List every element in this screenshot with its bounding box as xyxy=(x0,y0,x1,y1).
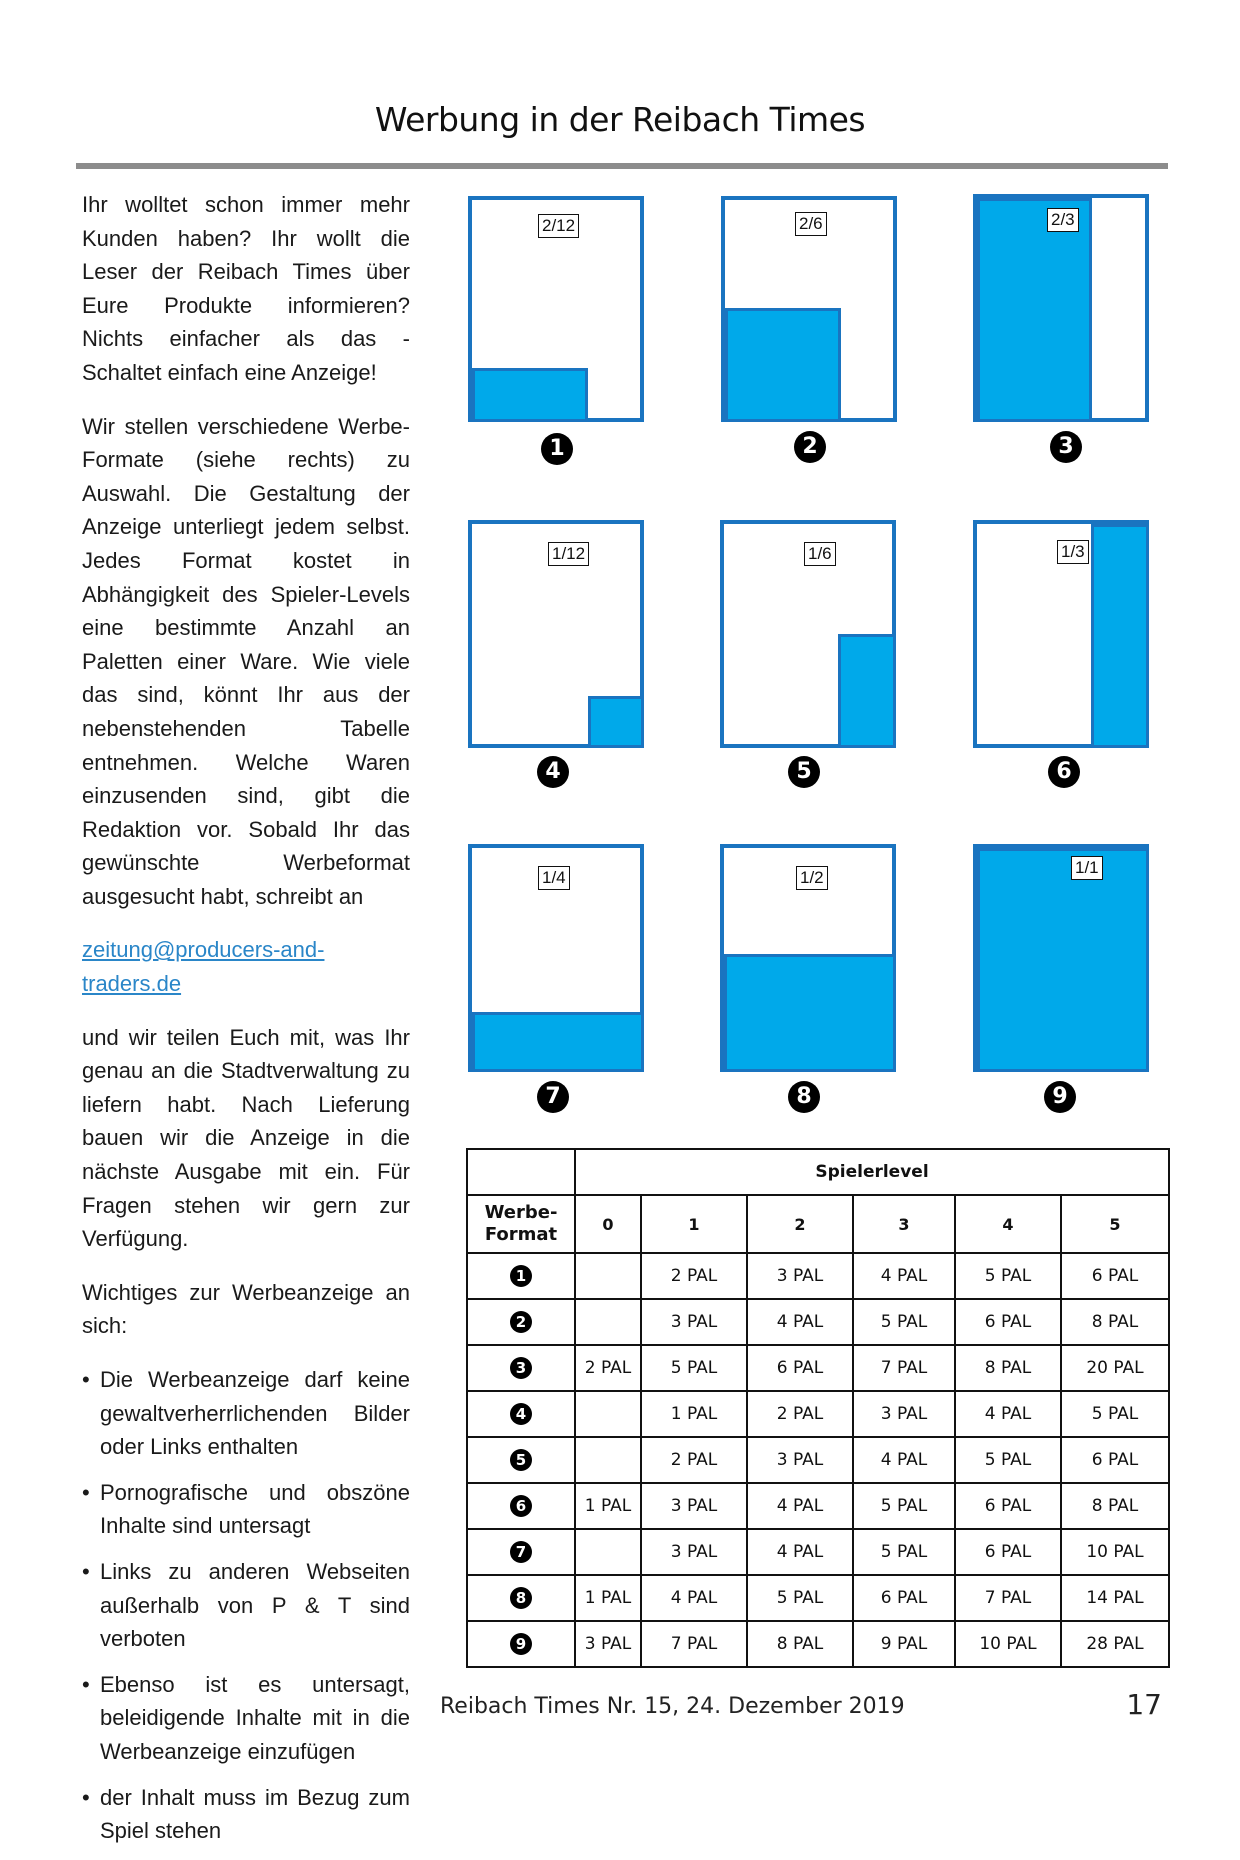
format-number-badge: 1 xyxy=(510,1265,532,1287)
format-label-7: 1/4 xyxy=(538,866,570,890)
row-format-cell xyxy=(467,1253,575,1299)
price-cell: 2 PAL xyxy=(575,1345,641,1391)
price-cell: 5 PAL xyxy=(747,1575,853,1621)
row-format-cell xyxy=(467,1437,575,1483)
table-row xyxy=(467,1391,1169,1437)
format-fill-4 xyxy=(588,696,644,748)
price-cell: 5 PAL xyxy=(955,1437,1061,1483)
price-cell: 9 PAL xyxy=(853,1621,955,1667)
price-cell: 8 PAL xyxy=(955,1345,1061,1391)
price-cell: 7 PAL xyxy=(641,1621,747,1667)
format-fill-8 xyxy=(724,954,896,1072)
format-label-3: 2/3 xyxy=(1047,208,1079,232)
level-header: 5 xyxy=(1061,1195,1169,1253)
format-label-1: 2/12 xyxy=(538,214,579,238)
format-number-6: 6 xyxy=(1048,756,1080,788)
row-format-cell xyxy=(467,1345,575,1391)
intro-paragraph: Ihr wolltet schon immer mehr Kunden haben? Ihr wollt die Leser der Reibach Times über Eure Produkte informieren? Nichts einfacher als das - Schaltet einfach eine Anzeige! xyxy=(82,192,410,385)
price-cell: 4 PAL xyxy=(641,1575,747,1621)
price-cell: 5 PAL xyxy=(853,1529,955,1575)
format-label-4: 1/12 xyxy=(548,542,589,566)
format-label-9: 1/1 xyxy=(1071,856,1103,880)
format-label-2: 2/6 xyxy=(795,212,827,236)
table-row xyxy=(467,1621,1169,1667)
level-header-row xyxy=(467,1195,1169,1253)
format-number-badge: 2 xyxy=(510,1311,532,1333)
price-cell: 3 PAL xyxy=(641,1529,747,1575)
price-cell: 3 PAL xyxy=(641,1299,747,1345)
rule-item: • Links zu anderen Webseiten außerhalb von P & T sind verboten xyxy=(82,1555,410,1656)
format-column-header: Werbe-Format xyxy=(467,1195,575,1253)
price-cell: 4 PAL xyxy=(747,1529,853,1575)
row-format-cell xyxy=(467,1621,575,1667)
format-page-6 xyxy=(973,520,1149,748)
format-paragraph: Wir stellen verschiedene Werbe-Formate (siehe rechts) zu Auswahl. Die Gestaltung der Anzeige unterliegt jedem selbst. Jedes Format kostet in Abhängigkeit des Spieler-Levels eine bestimmte Anzahl an Paletten einer Ware. Wie viele das sind, könnt Ihr aus der nebenstehenden Tabelle entnehmen. Welche Waren einzusenden sind, gibt die Redaktion vor. Sobald Ihr das gewünschte Werbeformat ausgesucht habt, schreibt an xyxy=(82,413,410,909)
format-number-badge: 5 xyxy=(510,1449,532,1471)
rule-item: • Die Werbeanzeige darf keine gewaltverherrlichenden Bilder oder Links enthalten xyxy=(82,1363,410,1464)
price-cell xyxy=(575,1529,641,1575)
price-cell: 4 PAL xyxy=(747,1299,853,1345)
format-number-badge: 9 xyxy=(510,1633,532,1655)
level-header: 4 xyxy=(955,1195,1061,1253)
price-cell: 4 PAL xyxy=(853,1437,955,1483)
price-cell: 5 PAL xyxy=(853,1483,955,1529)
price-cell: 6 PAL xyxy=(853,1575,955,1621)
price-cell: 6 PAL xyxy=(955,1529,1061,1575)
price-cell: 3 PAL xyxy=(853,1391,955,1437)
price-cell: 1 PAL xyxy=(575,1483,641,1529)
price-cell: 7 PAL xyxy=(955,1575,1061,1621)
rules-list xyxy=(82,1363,410,1848)
email-link[interactable]: zeitung@producers-and-traders.de xyxy=(82,937,325,997)
important-heading: Wichtiges zur Werbeanzeige an sich: xyxy=(82,1279,410,1339)
table-row xyxy=(467,1437,1169,1483)
price-cell: 4 PAL xyxy=(955,1391,1061,1437)
format-page-5 xyxy=(720,520,896,748)
price-cell: 8 PAL xyxy=(1061,1299,1169,1345)
format-number-5: 5 xyxy=(788,756,820,788)
price-cell: 6 PAL xyxy=(955,1299,1061,1345)
format-fill-9 xyxy=(977,848,1149,1072)
table-row xyxy=(467,1299,1169,1345)
table-row xyxy=(467,1345,1169,1391)
footer-issue: Reibach Times Nr. 15, 24. Dezember 2019 xyxy=(440,1694,905,1719)
row-format-cell xyxy=(467,1299,575,1345)
price-cell: 5 PAL xyxy=(641,1345,747,1391)
format-number-8: 8 xyxy=(788,1081,820,1113)
price-cell: 2 PAL xyxy=(747,1391,853,1437)
format-page-2 xyxy=(721,196,897,422)
price-cell: 28 PAL xyxy=(1061,1621,1169,1667)
format-page-9 xyxy=(973,844,1149,1072)
price-cell: 5 PAL xyxy=(853,1299,955,1345)
rule-item: • Ebenso ist es untersagt, beleidigende Inhalte mit in die Werbeanzeige einzufügen xyxy=(82,1668,410,1769)
rule-item: • Pornografische und obszöne Inhalte sind untersagt xyxy=(82,1476,410,1543)
price-cell xyxy=(575,1299,641,1345)
contact-paragraph: und wir teilen Euch mit, was Ihr genau an die Stadtverwaltung zu liefern habt. Nach Lieferung bauen wir die Anzeige in die nächste Ausgabe mit ein. Für Fragen stehen wir gern zur Verfügung. xyxy=(82,1024,410,1252)
price-cell: 8 PAL xyxy=(747,1621,853,1667)
format-number-badge: 4 xyxy=(510,1403,532,1425)
price-cell: 6 PAL xyxy=(955,1483,1061,1529)
empty-header-cell xyxy=(467,1149,575,1195)
format-page-1 xyxy=(468,196,644,422)
price-cell: 20 PAL xyxy=(1061,1345,1169,1391)
format-number-badge: 7 xyxy=(510,1541,532,1563)
price-cell: 4 PAL xyxy=(747,1483,853,1529)
price-cell: 8 PAL xyxy=(1061,1483,1169,1529)
format-fill-2 xyxy=(725,308,841,422)
price-rows xyxy=(467,1253,1169,1667)
price-cell: 3 PAL xyxy=(575,1621,641,1667)
level-header: 1 xyxy=(641,1195,747,1253)
format-label-8: 1/2 xyxy=(796,866,828,890)
format-fill-7 xyxy=(472,1012,644,1072)
format-number-3: 3 xyxy=(1050,431,1082,463)
format-fill-1 xyxy=(472,368,588,422)
price-cell: 3 PAL xyxy=(641,1483,747,1529)
row-format-cell xyxy=(467,1391,575,1437)
price-cell: 2 PAL xyxy=(641,1253,747,1299)
format-number-9: 9 xyxy=(1044,1081,1076,1113)
format-number-1: 1 xyxy=(541,433,573,465)
price-cell xyxy=(575,1437,641,1483)
row-format-cell xyxy=(467,1483,575,1529)
table-row xyxy=(467,1529,1169,1575)
price-cell: 7 PAL xyxy=(853,1345,955,1391)
price-cell: 1 PAL xyxy=(641,1391,747,1437)
page-title: Werbung in der Reibach Times xyxy=(374,100,866,139)
format-fill-5 xyxy=(838,634,896,748)
table-row xyxy=(467,1575,1169,1621)
level-header: 2 xyxy=(747,1195,853,1253)
rule-item: • der Inhalt muss im Bezug zum Spiel stehen xyxy=(82,1781,410,1848)
price-cell: 2 PAL xyxy=(641,1437,747,1483)
price-cell: 3 PAL xyxy=(747,1437,853,1483)
price-cell: 10 PAL xyxy=(1061,1529,1169,1575)
row-format-cell xyxy=(467,1575,575,1621)
price-cell: 5 PAL xyxy=(955,1253,1061,1299)
level-header: 3 xyxy=(853,1195,955,1253)
page-number: 17 xyxy=(1126,1688,1162,1721)
format-number-badge: 8 xyxy=(510,1587,532,1609)
format-page-4 xyxy=(468,520,644,748)
table-row xyxy=(467,1483,1169,1529)
format-number-badge: 3 xyxy=(510,1357,532,1379)
price-cell: 10 PAL xyxy=(955,1621,1061,1667)
price-cell: 14 PAL xyxy=(1061,1575,1169,1621)
price-cell xyxy=(575,1253,641,1299)
price-table xyxy=(466,1148,1170,1668)
format-number-7: 7 xyxy=(537,1081,569,1113)
format-fill-6 xyxy=(1091,524,1149,748)
price-cell: 4 PAL xyxy=(853,1253,955,1299)
price-cell: 6 PAL xyxy=(747,1345,853,1391)
row-format-cell xyxy=(467,1529,575,1575)
price-cell: 6 PAL xyxy=(1061,1437,1169,1483)
format-number-4: 4 xyxy=(537,756,569,788)
format-label-5: 1/6 xyxy=(804,542,836,566)
price-cell: 1 PAL xyxy=(575,1575,641,1621)
format-number-2: 2 xyxy=(794,431,826,463)
price-cell: 5 PAL xyxy=(1061,1391,1169,1437)
level-header: 0 xyxy=(575,1195,641,1253)
price-cell: 3 PAL xyxy=(747,1253,853,1299)
format-page-3 xyxy=(973,194,1149,422)
price-cell: 6 PAL xyxy=(1061,1253,1169,1299)
table-row xyxy=(467,1253,1169,1299)
price-cell xyxy=(575,1391,641,1437)
spielerlevel-header: Spielerlevel xyxy=(575,1149,1169,1195)
format-page-7 xyxy=(468,844,644,1072)
format-number-badge: 6 xyxy=(510,1495,532,1517)
format-label-6: 1/3 xyxy=(1057,540,1089,564)
format-page-8 xyxy=(720,844,896,1072)
